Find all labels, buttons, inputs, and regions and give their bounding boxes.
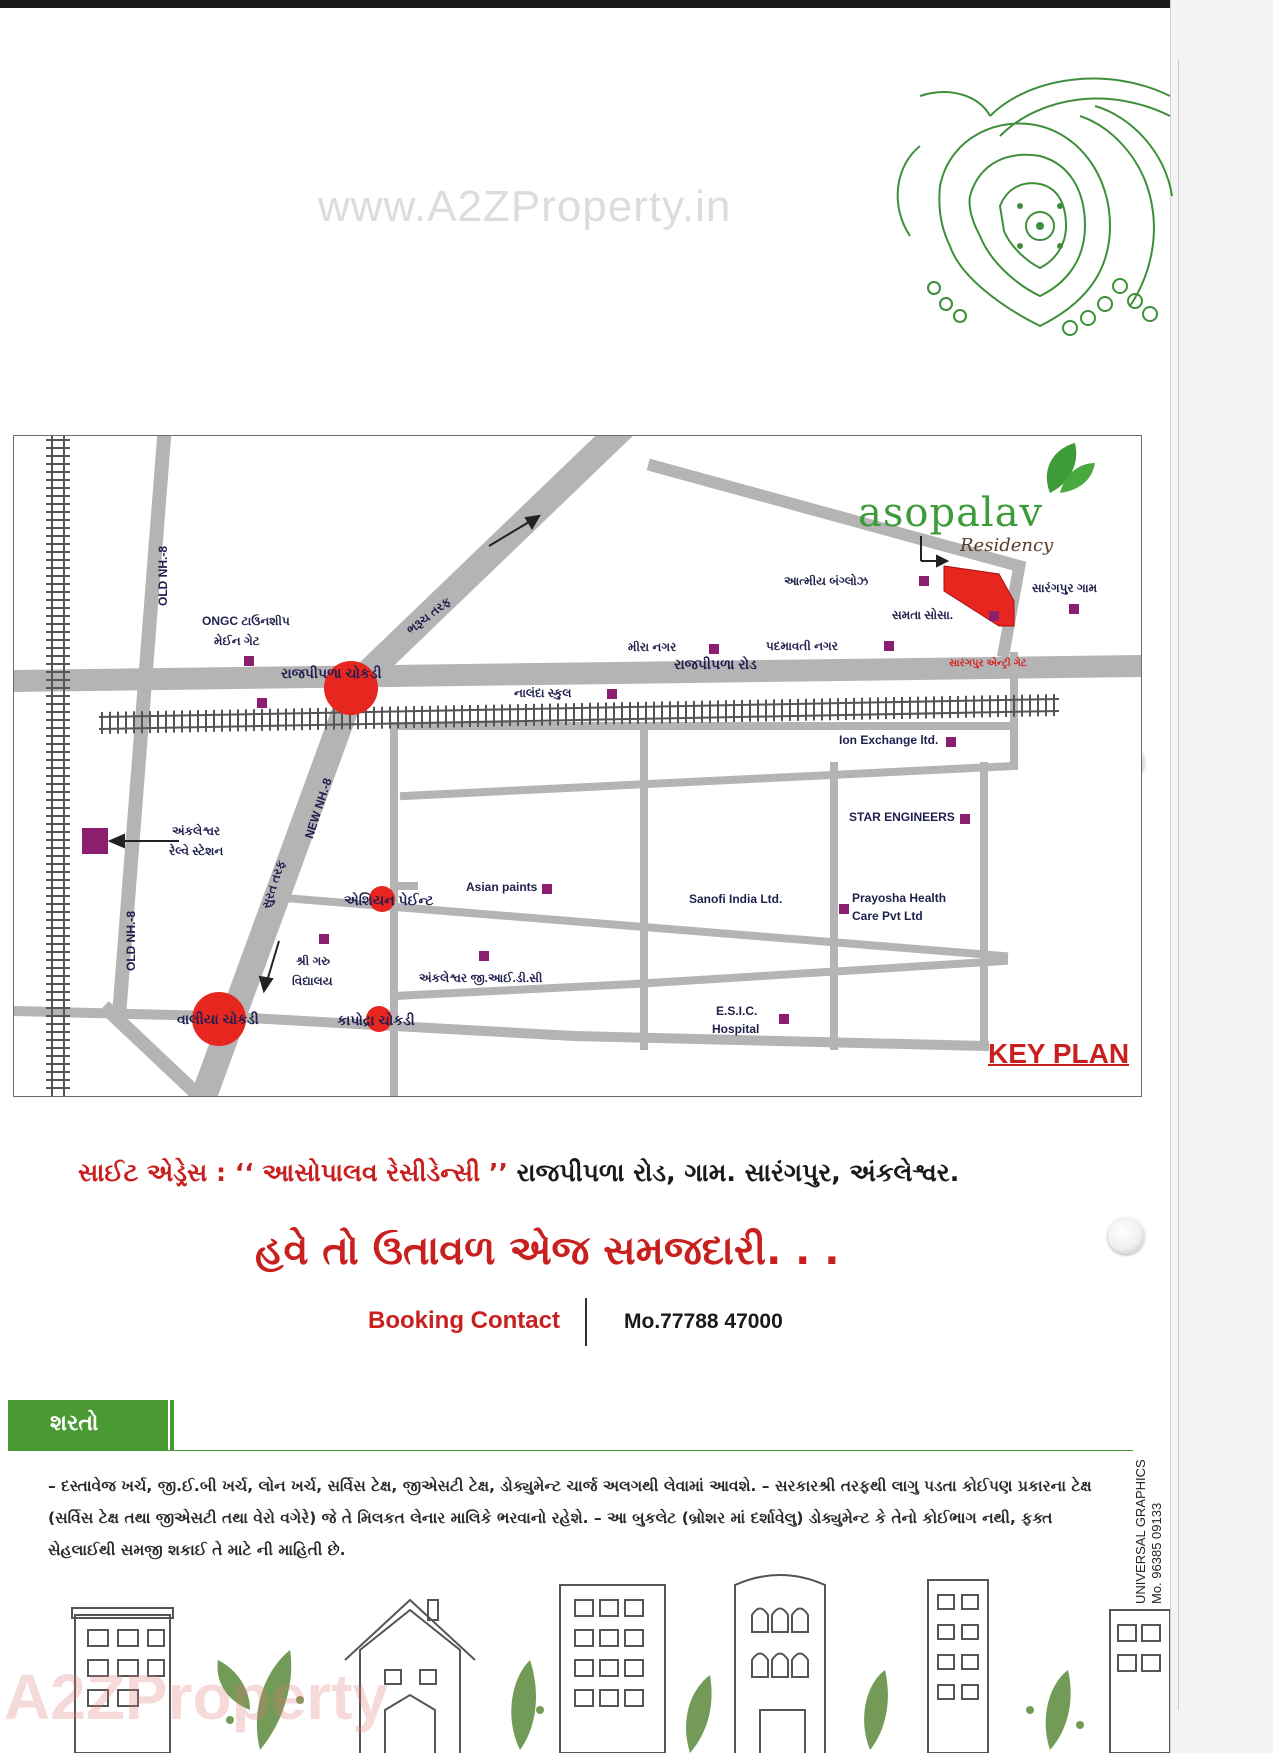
logo-name: asopalav	[858, 490, 1044, 536]
mandala-ornament-icon	[880, 56, 1180, 346]
printer-phone: Mo. 96385 09133	[1149, 1502, 1164, 1604]
printer-name: UNIVERSAL GRAPHICS	[1133, 1459, 1148, 1604]
label-atmiya-bungalows: આત્મીય બંગ્લોઝ	[784, 574, 869, 588]
map-marker	[839, 904, 849, 914]
booking-label: Booking Contact	[368, 1307, 560, 1334]
label-prayosha-2: Care Pvt Ltd	[852, 909, 923, 923]
key-plan-title: KEY PLAN	[988, 1038, 1130, 1069]
map-marker	[479, 951, 489, 961]
terms-rule	[8, 1450, 1133, 1451]
booking-divider	[585, 1298, 587, 1346]
logo-subtitle: Residency	[960, 535, 1054, 556]
label-nalanda-school: નાલંદા સ્કુલ	[514, 686, 572, 700]
map-marker	[946, 737, 956, 747]
label-station-2: રેલ્વે સ્ટેશન	[169, 844, 224, 858]
map-marker	[319, 934, 329, 944]
booking-phone[interactable]: Mo.77788 47000	[624, 1310, 783, 1333]
label-padmavati-nagar: પદમાવતી નગર	[766, 639, 839, 653]
label-esic-1: E.S.I.C.	[716, 1004, 758, 1018]
road-label-old-nh8-top: OLD NH.-8	[156, 546, 170, 606]
label-star-engineers: STAR ENGINEERS	[849, 810, 955, 824]
map-marker	[542, 884, 552, 894]
map-marker	[1069, 604, 1079, 614]
label-sanofi: Sanofi India Ltd.	[689, 892, 783, 906]
terms-title: શરતો	[50, 1411, 99, 1436]
map-marker	[989, 611, 999, 621]
label-valiya-chokdi: વાલીયા ચોકડી	[177, 1011, 259, 1027]
leaf-logo-icon	[1030, 438, 1100, 498]
map-marker	[884, 641, 894, 651]
map-marker	[709, 644, 719, 654]
label-sarangpur-gam: સારંગપુર ગામ	[1032, 581, 1098, 595]
map-marker	[607, 689, 617, 699]
label-shree-garu-2: વિદ્યાલય	[292, 974, 333, 988]
scan-top-shadow	[0, 0, 1273, 8]
road-label-surat-side: સુરત તરફ	[259, 858, 288, 911]
punch-hole	[1108, 1218, 1144, 1254]
road-label-old-nh8-bottom: OLD NH.-8	[124, 911, 138, 971]
label-ongc-1: ONGC ટાઉનશીપ	[202, 614, 290, 628]
road-label-rajpipla-road: રાજપીપળા રોડ	[674, 656, 757, 672]
site-address-label: સાઈટ એડ્રેસ :	[78, 1158, 226, 1187]
label-esic-2: Hospital	[712, 1022, 760, 1036]
map-marker	[244, 656, 254, 666]
page-edge	[1170, 0, 1273, 1753]
site-address	[78, 1158, 959, 1188]
map-marker	[257, 698, 267, 708]
site-address-text: રાજપીપળા રોડ, ગામ. સારંગપુર, અંકલેશ્વર.	[516, 1158, 960, 1187]
watermark-top: www.A2ZProperty.in	[318, 182, 732, 231]
map-marker	[919, 576, 929, 586]
label-ion-exchange: Ion Exchange ltd.	[839, 733, 939, 747]
terms-header-tail	[170, 1400, 174, 1450]
label-asian-paints: Asian paints	[466, 880, 538, 894]
label-shree-garu-1: શ્રી ગરુ	[296, 954, 331, 968]
slogan: હવે તો ઉતાવળ એજ સમજદારી. . .	[255, 1228, 840, 1274]
label-rajpipla-chokdi: રાજપીપળા ચોકડી	[281, 665, 382, 681]
label-asian-paint-junction: એશિયન પેઈન્ટ	[344, 892, 434, 908]
label-sarangpur-entry-gate: સારંગપુર એન્ટ્રી ગેટ	[949, 658, 1027, 669]
label-mira-nagar: મીરા નગર	[628, 640, 677, 654]
terms-text: – દસ્તાવેજ ખર્ચ, જી.ઈ.બી ખર્ચ, લોન ખર્ચ, સર્વિસ ટેક્ષ, જીએસટી ટેક્ષ, ડોક્યુમેન્ટ ચાર્જ અલગથી લેવામાં આવશે. – સરકારશ્રી તરફથી લાગુ પડતા કોઈપણ પ્રકારના ટેક્ષ (સર્વિસ ટેક્ષ તથા જીએસટી તથા વેરો વગેરે) જે તે મિલકત લેનાર માલિકે ભરવાનો રહેશે. – આ બુકલેટ (બ્રોશર માં દર્શાવેલુ) ડોક્યુમેન્ટ કે તેનો કોઈભાગ નથી, ફક્ત સેહલાઈથી સમજી શકાઈ તે માટે ની માહિતી છે.	[48, 1477, 1092, 1559]
label-kapodra-chokdi: કાપોદ્રા ચોકડી	[337, 1012, 415, 1028]
road-label-bharuch-side: ભરૂચ તરફ	[404, 594, 454, 638]
label-ongc-2: મેઈન ગેટ	[214, 634, 260, 648]
map-marker	[779, 1014, 789, 1024]
road-label-new-nh8: NEW NH.-8	[302, 776, 335, 841]
label-station-1: અંકલેશ્વર	[172, 824, 221, 838]
label-samta-society: સમતા સોસા.	[892, 608, 954, 622]
station-marker	[82, 828, 108, 854]
site-address-name: ‘‘ આસોપાલવ રેસીડેન્સી ’’	[234, 1158, 508, 1187]
label-prayosha-1: Prayosha Health	[852, 891, 947, 905]
label-ankleshwar-gidc: અંકલેશ્વર જી.આઈ.ડી.સી	[419, 971, 543, 985]
map-marker	[960, 814, 970, 824]
watermark-bottom: A2ZProperty	[4, 1661, 389, 1733]
